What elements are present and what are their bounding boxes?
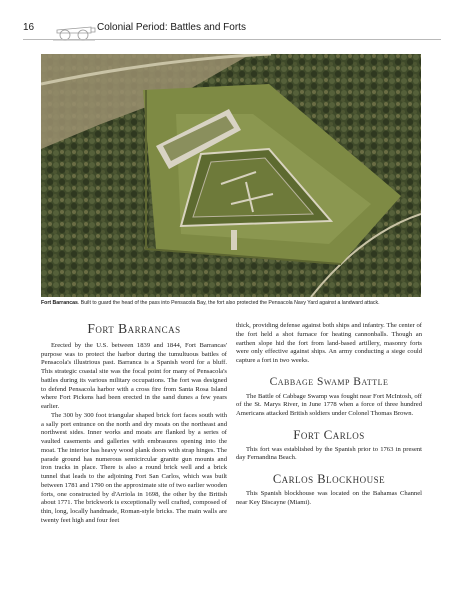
page-number: 16 [23,22,35,33]
photo-caption: Fort Barrancas. Built to guard the head of the pass into Pensacola Bay, the fort also protected the Pensacola Navy Yard against a landward attack. [41,300,380,306]
aerial-fort-photo [41,54,421,297]
section-title-fort-carlos: Fort Carlos [293,426,365,442]
paragraph: The 300 by 300 foot triangular shaped brick fort faces south with a sally port entrance on the north and dry moats on the northeast and northwest sides. Inner works and moats are flanked by a series of vaulted casements and galleries with embrasures opening into the moat. The interior has heavy wood plank doors with strap hinges. The parade ground has numerous semicircular granite gun mounts and iron tracks in place. There is also a round brick well and a brick tunnel that leads to the adjoining Fort San Carlos, which was built between 1781 and 1790 on the approximate site of two earlier wooden forts, one constructed by d'Arriola in 1698, the other by the British about 1771. The brickwork is exceptionally well crafted, composed of thin, long, locally handmade, Roman-style bricks. The main walls are twenty feet high and four feet [41,411,227,524]
running-title: Colonial Period: Battles and Forts [97,22,246,33]
header-rule [23,39,441,40]
paragraph: Erected by the U.S. between 1839 and 1844, Fort Barrancas' purpose was to protect the harbor during the tumultuous battles of Pensacola's illustrious past. Barranca is a Spanish word for a bluff. This strategic coastal site was the focal point for many of Pensacola's battles during its various military occupations. The fort was designed to defend Pensacola harbor with a cross fire from Santa Rosa Island where Fort Pickens had been erected in the sand dunes a few years earlier. [41,341,227,410]
section-title-cabbage-swamp-battle: Cabbage Swamp Battle [269,375,389,388]
paragraph: This fort was established by the Spanish prior to 1763 in present day Fernandina Beach. [236,445,422,462]
section-title-carlos-blockhouse: Carlos Blockhouse [272,472,386,486]
paragraph: This Spanish blockhouse was located on the Bahamas Channel near Key Biscayne (Miami). [236,489,422,506]
right-column [236,322,422,507]
paragraph: The Battle of Cabbage Swamp was fought near Fort McIntosh, off of the St. Marys River, in June 1778 when a force of three hundred Americans attacked British soldiers under Colonel Thomas Brown. [236,392,422,417]
left-column [41,322,227,526]
section-title-fort-barrancas: Fort Barrancas [87,321,181,336]
caption-title: Fort Barrancas [41,300,78,306]
paragraph: thick, providing defense against both ships and infantry. The center of the fort held a shot furnace for heating cannonballs. Though an earthen slope hid the fort from land-based artillery, masonry forts were only effective against ships. An army conducting a siege could capture a fort in two weeks. [236,322,422,364]
caption-text: Built to guard the head of the pass into Pensacola Bay, the fort also protected the Pensacola Navy Yard against a landward attack. [80,300,380,306]
